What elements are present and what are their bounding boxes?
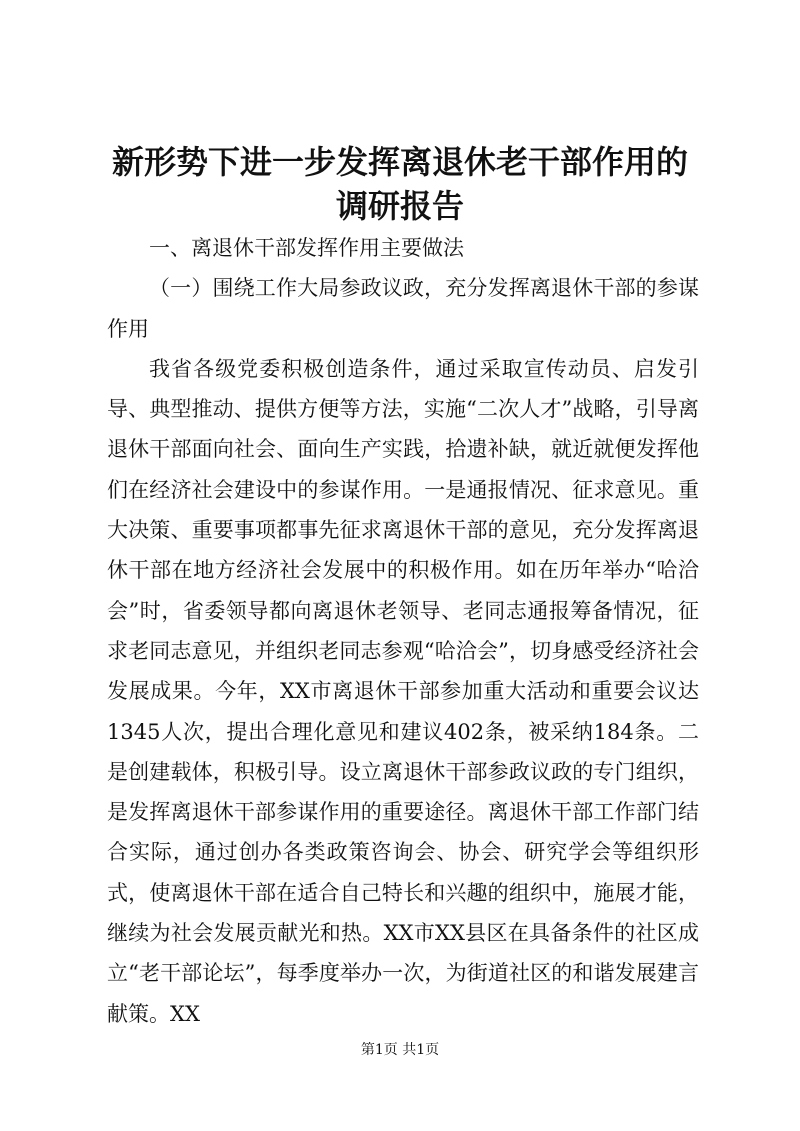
- body-paragraph: 我省各级党委积极创造条件，通过采取宣传动员、启发引导、典型推动、提供方便等方法，实施“二次人才”战略，引导离退休干部面向社会、面向生产实践，拾遗补缺，就近就便发挥他们在经济社会建设中的参谋作用。一是通报情况、征求意见。重大决策、重要事项都事先征求离退休干部的意见，充分发挥离退休干部在地方经济社会发展中的积极作用。如在历年举办“哈洽会”时，省委领导都向离退休老领导、老同志通报筹备情况，征求老同志意见，并组织老同志参观“哈洽会”，切身感受经济社会发展成果。今年，XX市离退休干部参加重大活动和重要会议达1345人次，提出合理化意见和建议402条，被采纳184条。二是创建载体，积极引导。设立离退休干部参政议政的专门组织，是发挥离退休干部参谋作用的重要途径。离退休干部工作部门结合实际，通过创办各类政策咨询会、协会、研究学会等组织形式，使离退休干部在适合自己特长和兴趣的组织中，施展才能，继续为社会发展贡献光和热。XX市XX县区在具备条件的社区成立“老干部论坛”，每季度举办一次，为街道社区的和谐发展建言献策。XX: [107, 356, 699, 1026]
- document-title: 新形势下进一步发挥离退休老干部作用的调研报告: [111, 143, 688, 225]
- page-footer: 第1页 共1页: [360, 1042, 440, 1058]
- subsection-heading: （一）围绕工作大局参政议政，充分发挥离退休干部的参谋作用: [107, 276, 699, 341]
- section-heading: 一、离退休干部发挥作用主要做法: [149, 236, 464, 260]
- document-body: [107, 228, 699, 1034]
